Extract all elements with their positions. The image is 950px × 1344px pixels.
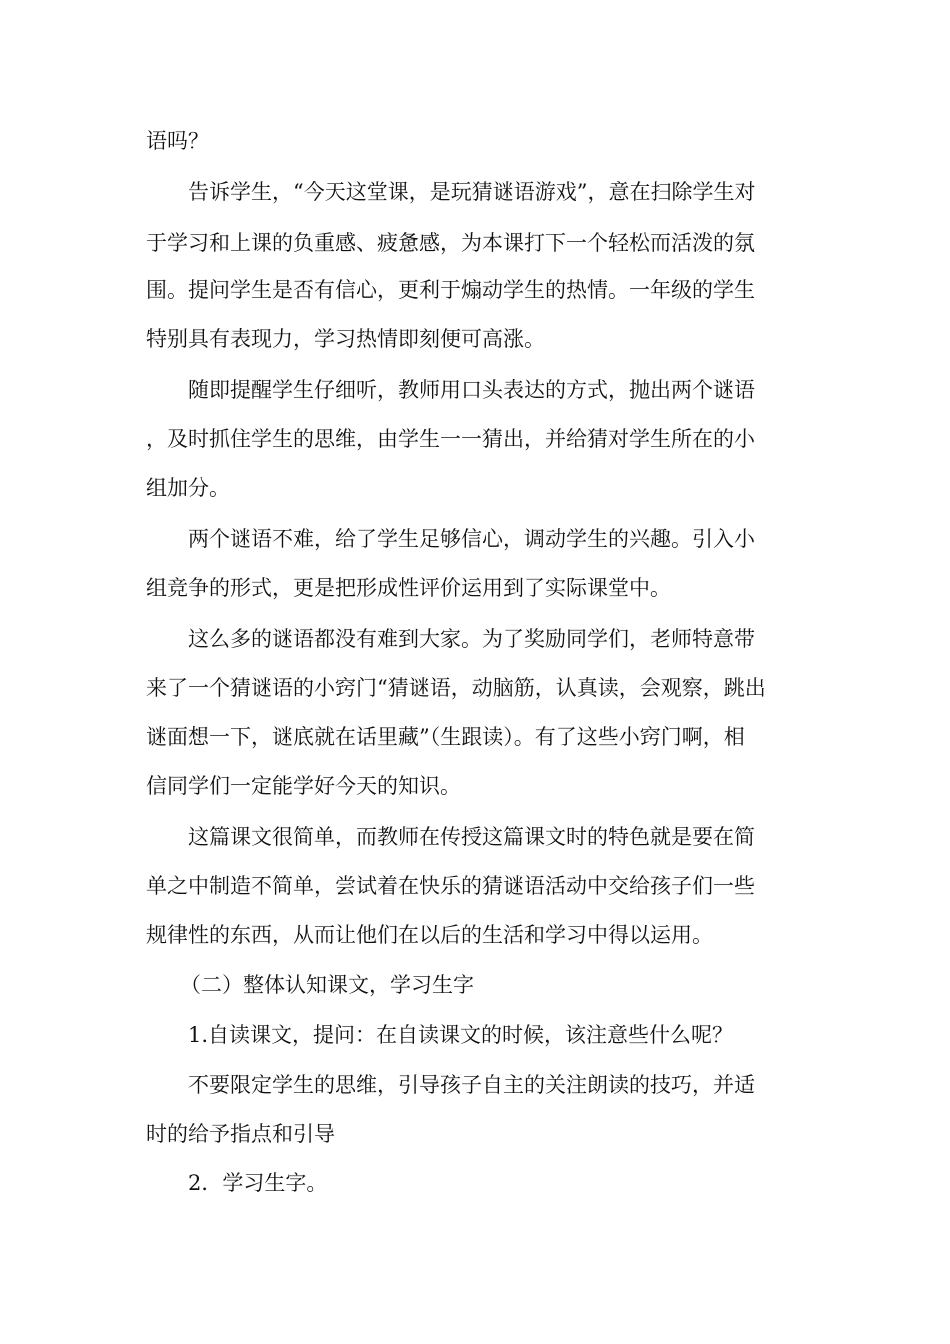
text-line: 单之中制造不简单，尝试着在快乐的猜谜语活动中交给孩子们一些 [146,874,755,898]
text-line: 这么多的谜语都没有难到大家。为了奖励同学们，老师特意带 [188,627,755,651]
text-line: 特别具有表现力，学习热情即刻便可高涨。 [146,327,545,351]
text-line: 围。提问学生是否有信心，更利于煽动学生的热情。一年级的学生 [146,278,755,302]
text-line: 于学习和上课的负重感、疲惫感，为本课打下一个轻松而活泼的氛 [146,231,755,255]
text-line: 信同学们一定能学好今天的知识。 [146,774,461,798]
text-line: ，及时抓住学生的思维，由学生一一猜出，并给猜对学生所在的小 [146,427,755,451]
text-line: 1.自读课文，提问：在自读课文的时候，该注意些什么呢？ [188,1023,734,1047]
text-line: 来了一个猜谜语的小窍门“猜谜语，动脑筋，认真读，会观察，跳出 [146,676,766,700]
text-line: 组竞争的形式，更是把形成性评价运用到了实际课堂中。 [146,576,671,600]
text-line: 时的给予指点和引导 [146,1122,335,1146]
section-heading: （二）整体认知课文，学习生字 [180,973,474,997]
text-line: 不要限定学生的思维，引导孩子自主的关注朗读的技巧，并适 [188,1073,755,1097]
text-line: 这篇课文很简单，而教师在传授这篇课文时的特色就是要在简 [188,825,755,849]
text-line: 两个谜语不难，给了学生足够信心，调动学生的兴趣。引入小 [188,527,755,551]
text-line: 告诉学生，“今天这堂课，是玩猜谜语游戏”，意在扫除学生对 [188,180,756,204]
text-line: 随即提醒学生仔细听，教师用口头表达的方式，抛出两个谜语 [188,378,755,402]
text-line: 规律性的东西，从而让他们在以后的生活和学习中得以运用。 [146,923,713,947]
text-line: 2．学习生字。 [188,1171,328,1195]
text-line: 组加分。 [146,476,230,500]
text-line: 语吗？ [146,129,209,153]
text-line: 谜面想一下，谜底就在话里藏”（生跟读）。有了这些小窍门啊，相 [146,725,745,749]
